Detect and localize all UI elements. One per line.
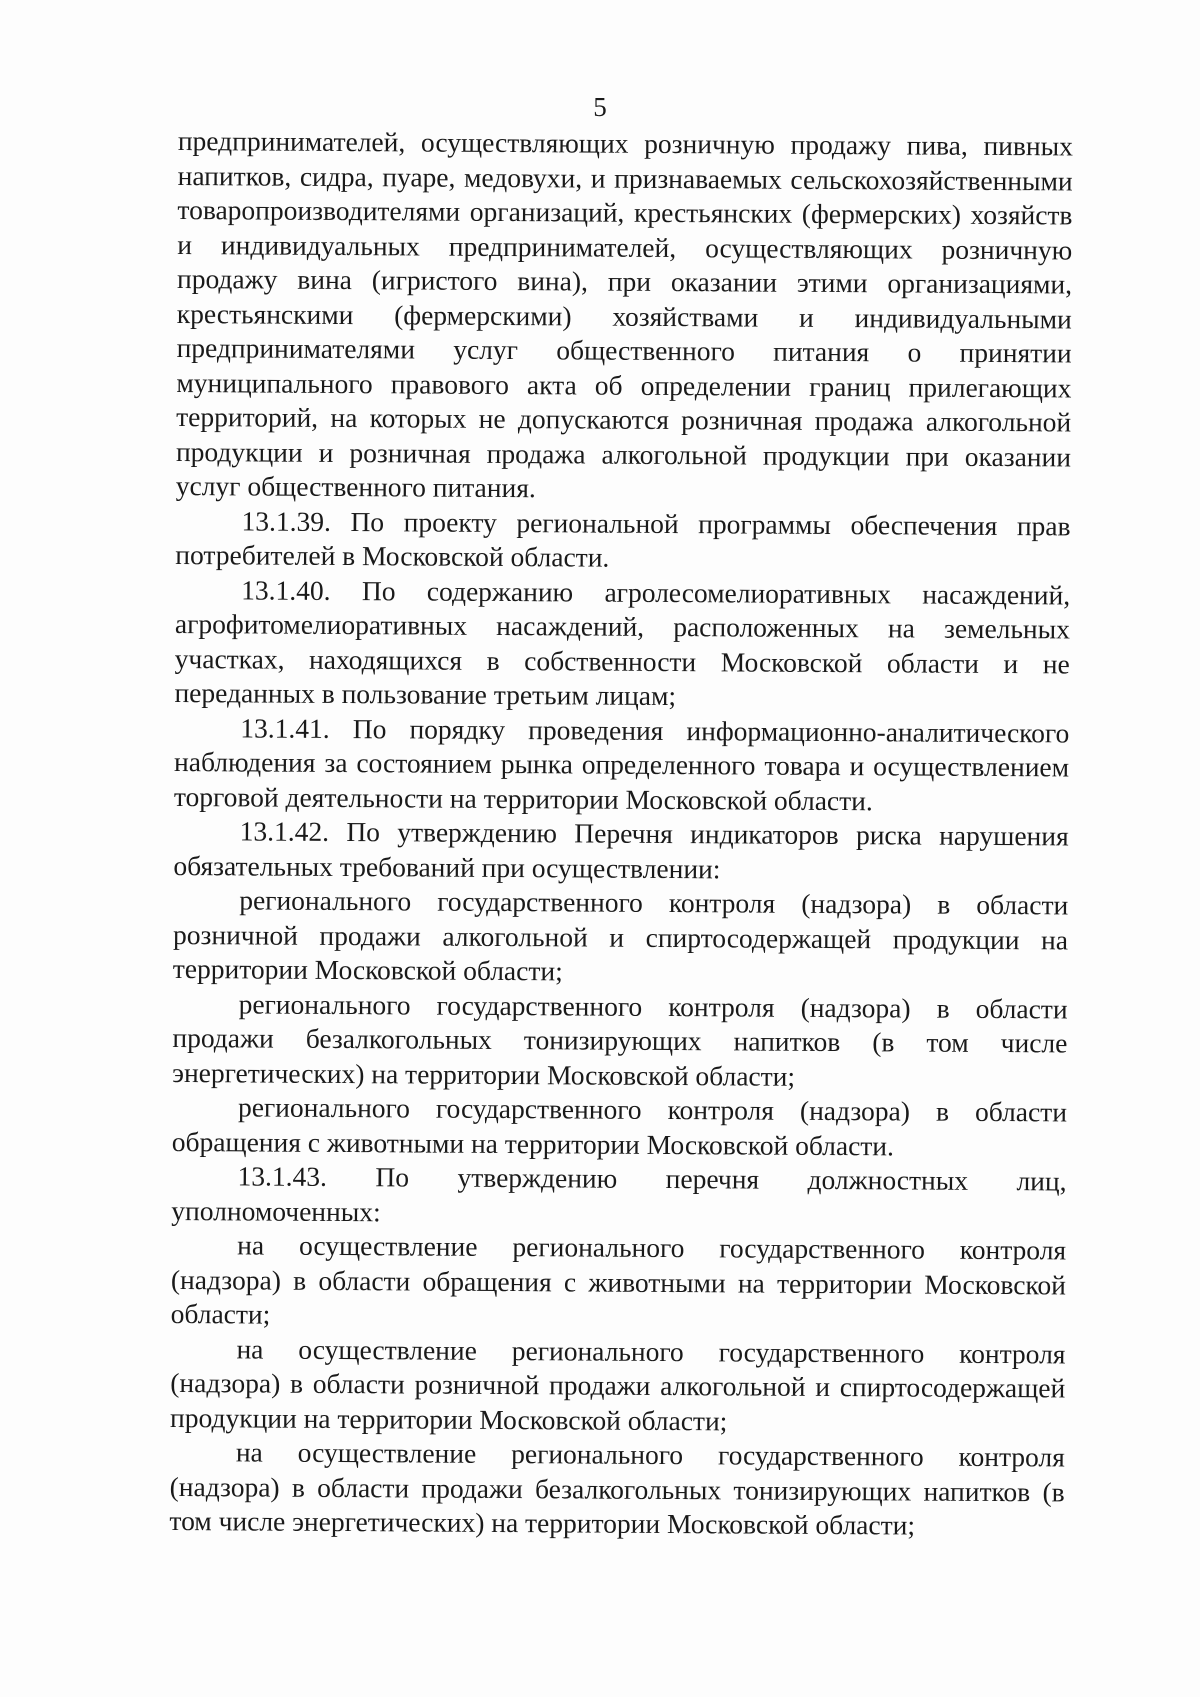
paragraph-13-1-41: 13.1.41. По порядку проведения информационно-аналитического наблюдения за состоянием рынка определенного товара и осуществлением торговой деятельности на территории Московской области. <box>173 711 1070 816</box>
document-body <box>169 124 1073 1544</box>
paragraph-13-1-43: 13.1.43. По утверждению перечня должностных лиц, уполномоченных: <box>171 1160 1067 1227</box>
page-number: 5 <box>593 92 607 122</box>
paragraph-13-1-42: 13.1.42. По утверждению Перечня индикаторов риска нарушения обязательных требований при осуществлении: <box>173 815 1069 884</box>
paragraph-13-1-42-item-1: регионального государственного контроля (надзора) в области розничной продажи алкогольной и спиртосодержащей продукции на территории Московской области; <box>172 884 1069 987</box>
paragraph-13-1-43-item-1: на осуществление регионального государственного контроля (надзора) в области обращения с животными на территории Московской области; <box>170 1229 1067 1330</box>
paragraph-continuation: предпринимателей, осуществляющих розничную продажу пива, пивных напитков, сидра, пуаре, медовухи, и признаваемых сельскохозяйственными товаропроизводителями организаций, крестьянских (фермерских) хозяйств и индивидуальных предпринимателей, осуществляющих розничную продажу вина (игристого вина), при оказании этими организациями, крестьянскими (фермерскими) хозяйствами и индивидуальными предпринимателями услуг общественного питания о принятии муниципального правового акта об определении границ прилегающих территорий, на которых не допускаются розничная продажа алкогольной продукции и розничная продажа алкогольной продукции при оказании услуг общественного питания. <box>175 124 1073 504</box>
paragraph-13-1-42-item-3: регионального государственного контроля (надзора) в области обращения с животными на территории Московской области. <box>171 1091 1068 1161</box>
paragraph-13-1-43-item-3: на осуществление регионального государственного контроля (надзора) в области продажи безалкогольных тонизирующих напитков (в том числе энергетических) на территории Московской области; <box>169 1436 1065 1541</box>
paragraph-13-1-42-item-2: регионального государственного контроля (надзора) в области продажи безалкогольных тонизирующих напитков (в том числе энергетических) на территории Московской области; <box>172 987 1068 1092</box>
paragraph-13-1-39: 13.1.39. По проекту региональной программы обеспечения прав потребителей в Московской области. <box>175 504 1071 573</box>
paragraph-13-1-43-item-2: на осуществление регионального государственного контроля (надзора) в области розничной продажи алкогольной и спиртосодержащей продукции на территории Московской области; <box>170 1332 1066 1436</box>
paragraph-13-1-40: 13.1.40. По содержанию агролесомелиоративных насаждений, агрофитомелиоративных насаждений, расположенных на земельных участках, находящихся в собственности Московской области и не переданных в пользование третьим лицам; <box>174 573 1071 712</box>
